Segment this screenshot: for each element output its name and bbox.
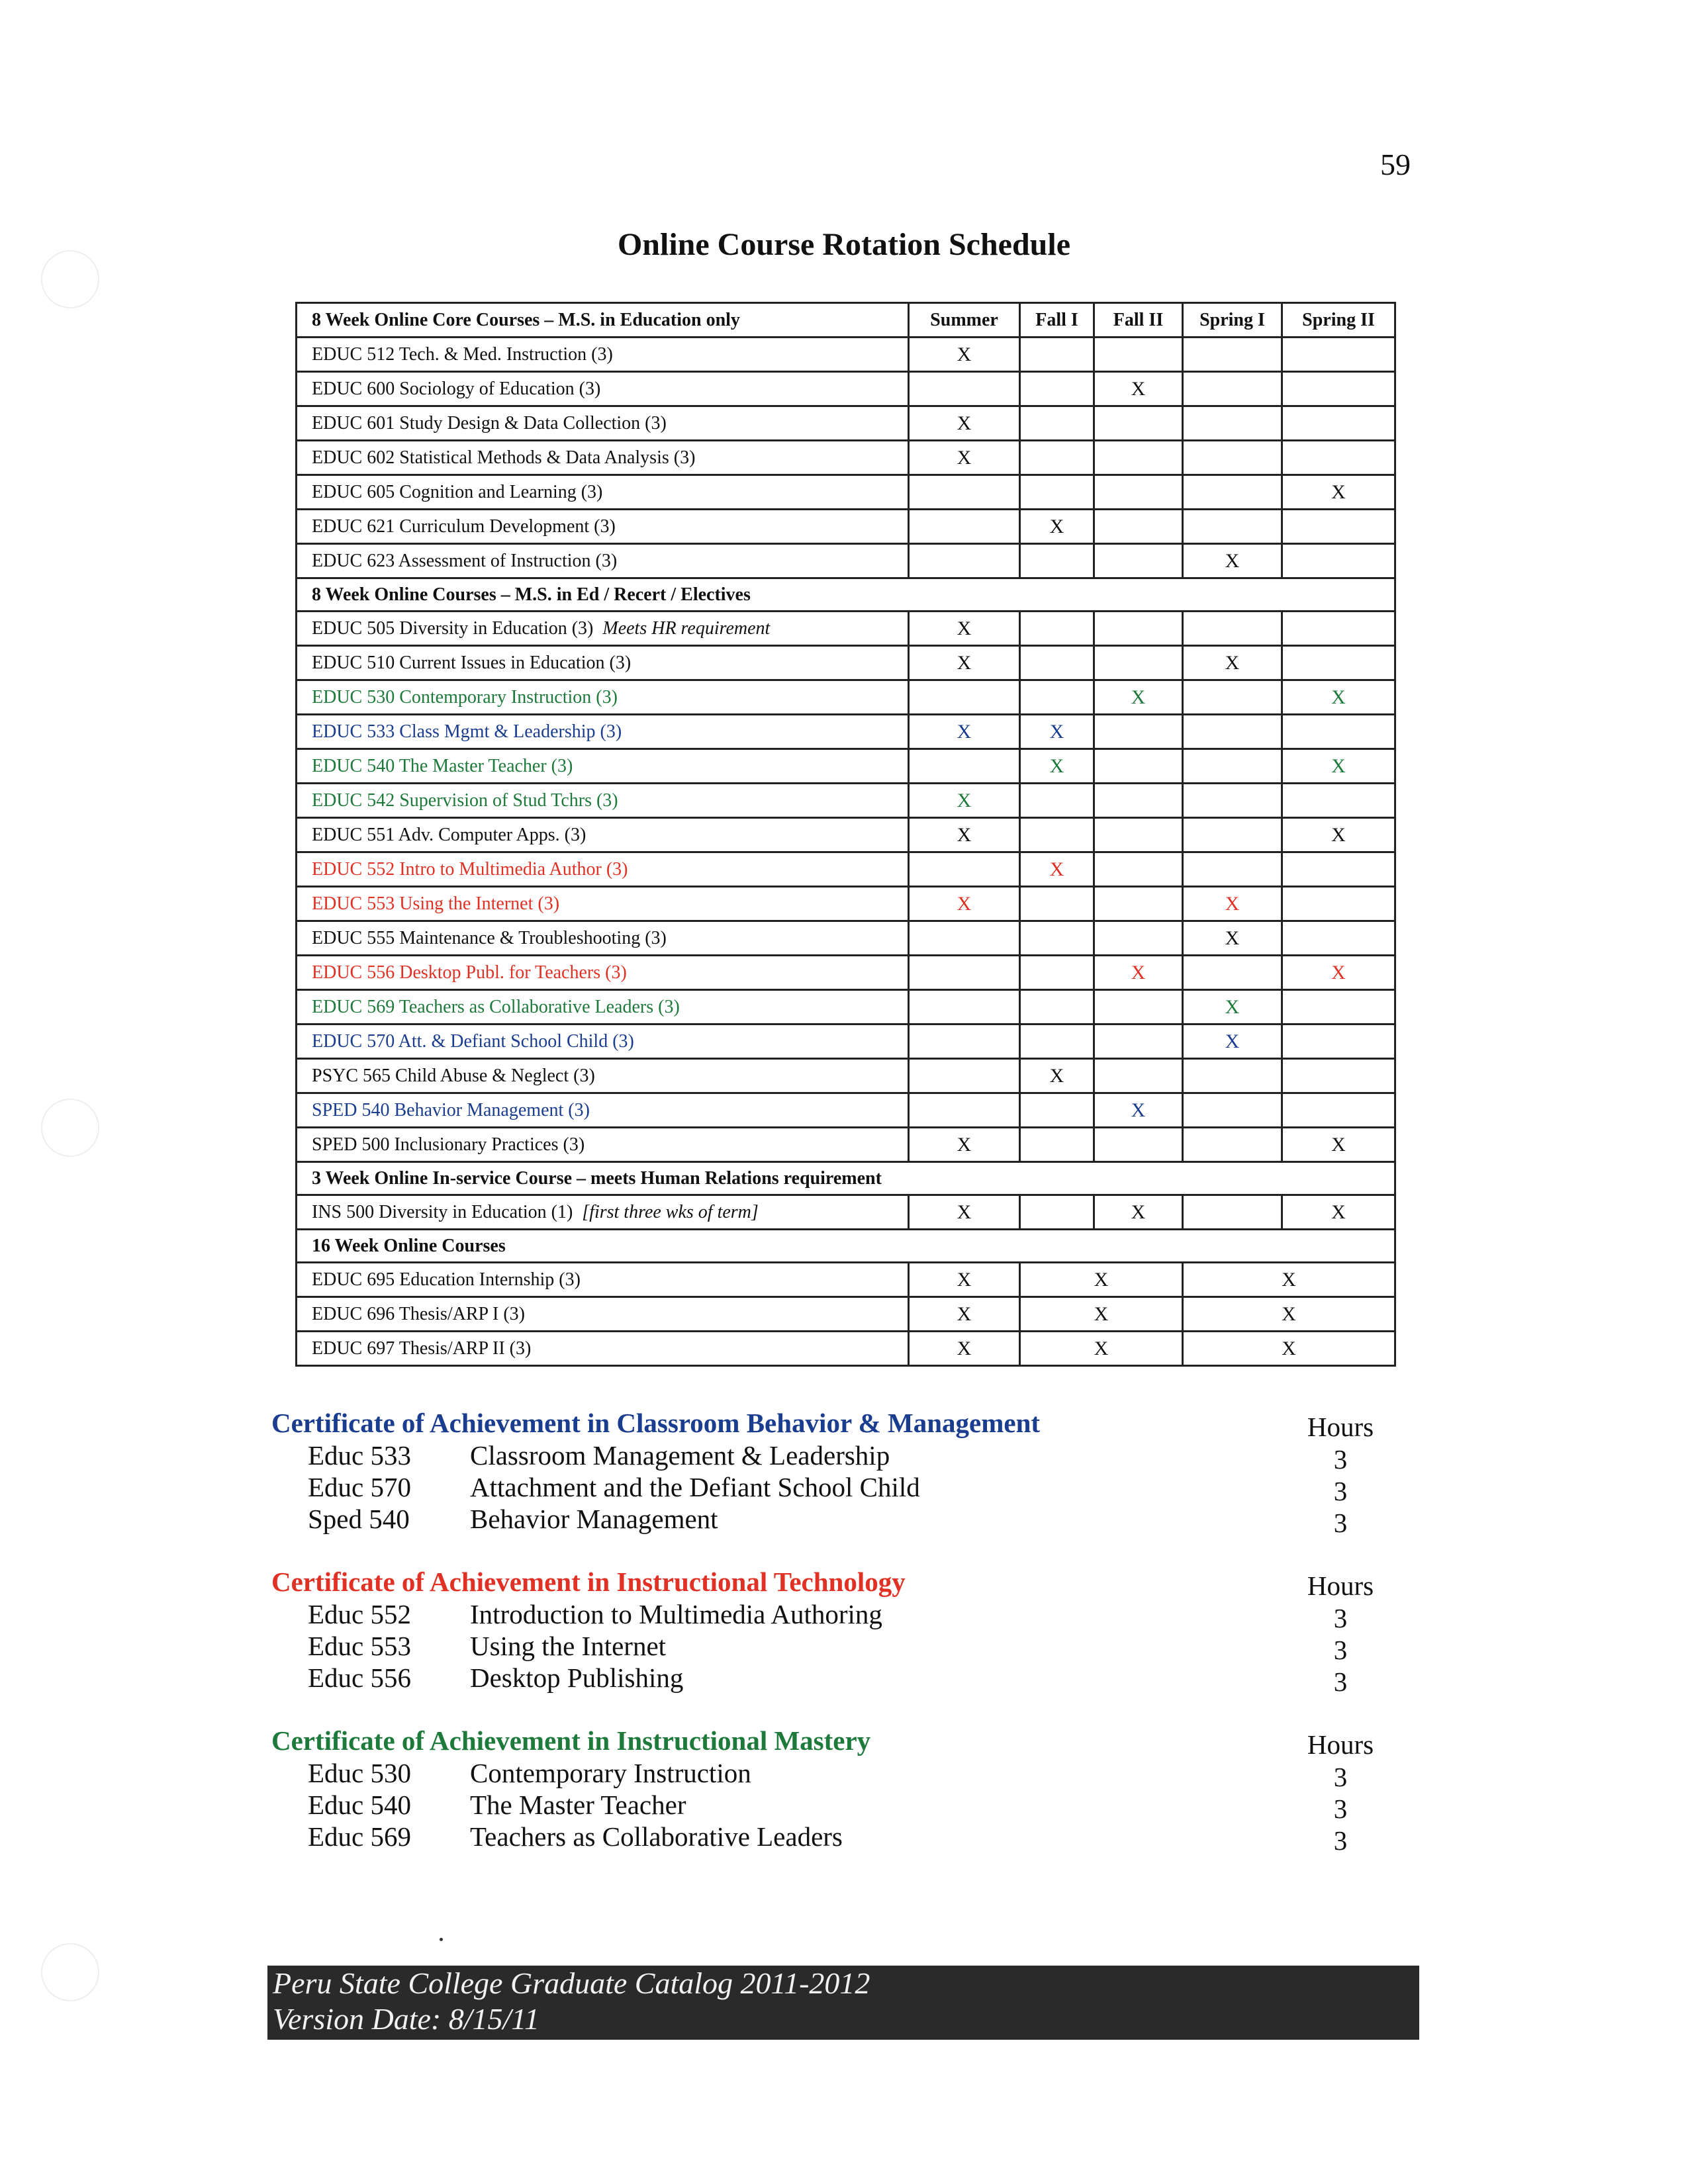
term-mark xyxy=(1020,406,1094,441)
course-cell xyxy=(297,1297,909,1332)
certificate-course-row xyxy=(271,1598,1397,1633)
course-name: EDUC 600 Sociology of Education (3) xyxy=(312,378,601,399)
course-name: EDUC 556 Desktop Publ. for Teachers (3) xyxy=(312,962,627,983)
course-cell xyxy=(297,784,909,818)
term-mark xyxy=(1094,887,1183,921)
certificate-course-name: Introduction to Multimedia Authoring xyxy=(470,1599,882,1629)
section-row xyxy=(297,578,1395,612)
term-mark xyxy=(1094,338,1183,372)
certificate-course-hours: 3 xyxy=(1333,1825,1348,1856)
term-mark xyxy=(909,749,1020,784)
table-row xyxy=(297,990,1395,1024)
term-mark xyxy=(909,510,1020,544)
term-mark xyxy=(1183,372,1282,406)
term-mark xyxy=(1282,1024,1395,1059)
term-mark: X xyxy=(1020,1332,1183,1366)
certificate-block xyxy=(271,1565,1397,1697)
certificate-course-hours: 3 xyxy=(1333,1635,1348,1665)
term-mark xyxy=(1282,715,1395,749)
section-header: 8 Week Online Courses – M.S. in Ed / Recert / Electives xyxy=(297,578,1395,612)
term-mark xyxy=(1282,921,1395,956)
table-row xyxy=(297,612,1395,646)
term-mark xyxy=(1094,749,1183,784)
course-cell xyxy=(297,680,909,715)
term-mark: X xyxy=(1020,510,1094,544)
certificate-course-name: The Master Teacher xyxy=(470,1790,686,1820)
table-row xyxy=(297,1093,1395,1128)
term-mark: X xyxy=(909,887,1020,921)
term-mark xyxy=(1020,475,1094,510)
term-mark xyxy=(1094,921,1183,956)
term-mark: X xyxy=(909,715,1020,749)
term-mark xyxy=(1020,544,1094,578)
course-cell xyxy=(297,749,909,784)
term-mark xyxy=(1282,544,1395,578)
term-mark xyxy=(1020,372,1094,406)
term-mark xyxy=(1183,715,1282,749)
term-mark xyxy=(1094,784,1183,818)
course-name: PSYC 565 Child Abuse & Neglect (3) xyxy=(312,1065,595,1086)
term-mark xyxy=(909,680,1020,715)
term-mark xyxy=(1094,1024,1183,1059)
term-mark xyxy=(1282,1059,1395,1093)
table-row xyxy=(297,818,1395,852)
course-cell xyxy=(297,921,909,956)
term-mark xyxy=(909,475,1020,510)
table-row xyxy=(297,921,1395,956)
term-mark: X xyxy=(1183,1332,1395,1366)
section-header: 16 Week Online Courses xyxy=(297,1230,1395,1263)
term-mark xyxy=(1183,749,1282,784)
table-row xyxy=(297,475,1395,510)
course-name: EDUC 551 Adv. Computer Apps. (3) xyxy=(312,824,586,845)
term-mark: X xyxy=(1020,1263,1183,1297)
term-mark xyxy=(1282,784,1395,818)
term-mark xyxy=(1183,338,1282,372)
term-mark xyxy=(1282,406,1395,441)
term-mark: X xyxy=(1282,475,1395,510)
course-name: EDUC 570 Att. & Defiant School Child (3) xyxy=(312,1030,634,1052)
certificate-course-row xyxy=(271,1471,1397,1506)
footer-catalog-title: Peru State College Graduate Catalog 2011-2012 xyxy=(273,1966,870,2000)
course-cell xyxy=(297,1024,909,1059)
term-mark xyxy=(1094,646,1183,680)
term-mark xyxy=(1020,921,1094,956)
table-row xyxy=(297,1128,1395,1162)
certificate-course-hours: 3 xyxy=(1333,1762,1348,1792)
term-mark xyxy=(1094,1128,1183,1162)
term-mark xyxy=(1020,1024,1094,1059)
term-mark xyxy=(1282,887,1395,921)
term-mark xyxy=(1020,887,1094,921)
term-mark xyxy=(1094,441,1183,475)
course-cell xyxy=(297,372,909,406)
term-mark: X xyxy=(1094,1093,1183,1128)
course-cell xyxy=(297,956,909,990)
term-mark xyxy=(1020,680,1094,715)
term-mark xyxy=(1020,1093,1094,1128)
term-mark: X xyxy=(1183,1297,1395,1332)
table-row xyxy=(297,887,1395,921)
table-row xyxy=(297,784,1395,818)
term-mark xyxy=(1094,818,1183,852)
course-name: EDUC 696 Thesis/ARP I (3) xyxy=(312,1303,525,1324)
certificate-course-code: Sped 540 xyxy=(308,1504,410,1534)
course-cell xyxy=(297,510,909,544)
certificate-course-code: Educ 553 xyxy=(308,1631,411,1661)
table-row xyxy=(297,510,1395,544)
table-body xyxy=(297,338,1395,1366)
certificate-block xyxy=(271,1724,1397,1856)
term-mark xyxy=(909,1093,1020,1128)
term-mark xyxy=(909,1024,1020,1059)
certificate-header xyxy=(271,1724,1397,1760)
term-mark: X xyxy=(1183,1024,1282,1059)
term-mark: X xyxy=(1020,749,1094,784)
term-header-fall-2: Fall II xyxy=(1094,303,1183,338)
hours-label: Hours xyxy=(1307,1729,1374,1760)
term-mark xyxy=(1282,441,1395,475)
footer-banner xyxy=(267,1966,1419,2040)
course-name: EDUC 542 Supervision of Stud Tchrs (3) xyxy=(312,790,618,811)
certificate-title: Certificate of Achievement in Instructional Mastery xyxy=(271,1725,871,1756)
term-mark: X xyxy=(1020,852,1094,887)
term-mark: X xyxy=(1020,715,1094,749)
term-mark: X xyxy=(1282,818,1395,852)
certificate-title: Certificate of Achievement in Instructional Technology xyxy=(271,1567,906,1597)
term-mark xyxy=(1282,510,1395,544)
table-row xyxy=(297,544,1395,578)
term-mark: X xyxy=(1020,1059,1094,1093)
course-rotation-table xyxy=(295,302,1396,1367)
table-row xyxy=(297,680,1395,715)
term-mark: X xyxy=(909,612,1020,646)
page-title: Online Course Rotation Schedule xyxy=(617,227,1071,262)
course-cell xyxy=(297,612,909,646)
table-row xyxy=(297,749,1395,784)
table-row xyxy=(297,1024,1395,1059)
term-mark: X xyxy=(909,441,1020,475)
table-row xyxy=(297,441,1395,475)
term-mark xyxy=(909,852,1020,887)
term-mark xyxy=(1094,510,1183,544)
term-mark: X xyxy=(1183,990,1282,1024)
course-cell xyxy=(297,1195,909,1230)
table-row xyxy=(297,406,1395,441)
term-mark xyxy=(909,990,1020,1024)
course-cell xyxy=(297,646,909,680)
certificate-course-row xyxy=(271,1757,1397,1792)
section-header: 3 Week Online In-service Course – meets Human Relations requirement xyxy=(297,1162,1395,1195)
term-mark: X xyxy=(909,338,1020,372)
footer-version-date: Version Date: 8/15/11 xyxy=(273,2002,539,2036)
course-name: EDUC 553 Using the Internet (3) xyxy=(312,893,560,914)
term-header-summer: Summer xyxy=(909,303,1020,338)
section-row xyxy=(297,1162,1395,1195)
term-mark xyxy=(1183,475,1282,510)
term-mark xyxy=(1020,1128,1094,1162)
course-cell xyxy=(297,818,909,852)
course-cell xyxy=(297,1059,909,1093)
stray-dot xyxy=(440,1938,443,1941)
course-cell xyxy=(297,441,909,475)
term-header-spring-1: Spring I xyxy=(1183,303,1282,338)
term-mark xyxy=(1094,715,1183,749)
course-name: EDUC 555 Maintenance & Troubleshooting (3) xyxy=(312,927,667,948)
term-mark: X xyxy=(1094,1195,1183,1230)
term-mark xyxy=(1282,646,1395,680)
term-mark: X xyxy=(909,1128,1020,1162)
certificate-course-code: Educ 552 xyxy=(308,1599,411,1629)
term-mark xyxy=(909,544,1020,578)
term-mark xyxy=(1094,544,1183,578)
table-row xyxy=(297,1332,1395,1366)
certificate-course-code: Educ 570 xyxy=(308,1472,411,1502)
course-cell xyxy=(297,715,909,749)
term-mark xyxy=(1094,990,1183,1024)
table-row xyxy=(297,956,1395,990)
certificate-course-hours: 3 xyxy=(1333,1794,1348,1824)
term-mark xyxy=(1183,680,1282,715)
course-cell xyxy=(297,338,909,372)
table-row xyxy=(297,1263,1395,1297)
table-row xyxy=(297,1059,1395,1093)
course-cell xyxy=(297,475,909,510)
course-name: EDUC 552 Intro to Multimedia Author (3) xyxy=(312,858,628,880)
term-mark xyxy=(1183,1093,1282,1128)
term-mark xyxy=(1020,646,1094,680)
punch-hole-middle xyxy=(41,1099,99,1157)
table-header-row xyxy=(297,303,1395,338)
term-mark: X xyxy=(1282,1195,1395,1230)
certificate-course-hours: 3 xyxy=(1333,1603,1348,1633)
term-mark: X xyxy=(1183,1263,1395,1297)
term-mark xyxy=(909,956,1020,990)
core-section-header: 8 Week Online Core Courses – M.S. in Education only xyxy=(297,303,909,338)
term-mark xyxy=(1183,784,1282,818)
term-mark xyxy=(1020,441,1094,475)
term-mark: X xyxy=(1183,921,1282,956)
course-cell xyxy=(297,544,909,578)
certificate-course-row xyxy=(271,1630,1397,1665)
certificate-course-name: Using the Internet xyxy=(470,1631,667,1661)
term-mark: X xyxy=(909,1195,1020,1230)
certificate-course-row xyxy=(271,1821,1397,1856)
course-name: EDUC 530 Contemporary Instruction (3) xyxy=(312,686,618,707)
table-row xyxy=(297,1297,1395,1332)
term-mark: X xyxy=(1183,646,1282,680)
course-name: EDUC 602 Statistical Methods & Data Analysis (3) xyxy=(312,447,696,468)
term-mark: X xyxy=(1094,372,1183,406)
course-name: EDUC 695 Education Internship (3) xyxy=(312,1269,581,1290)
term-mark xyxy=(1183,852,1282,887)
term-mark xyxy=(909,1059,1020,1093)
certificate-course-row xyxy=(271,1789,1397,1824)
term-mark xyxy=(1282,990,1395,1024)
term-mark: X xyxy=(1282,956,1395,990)
term-header-spring-2: Spring II xyxy=(1282,303,1395,338)
term-mark xyxy=(1183,441,1282,475)
term-mark xyxy=(1094,1059,1183,1093)
course-name: SPED 540 Behavior Management (3) xyxy=(312,1099,590,1120)
course-name: EDUC 601 Study Design & Data Collection (3) xyxy=(312,412,667,433)
course-name: EDUC 533 Class Mgmt & Leadership (3) xyxy=(312,721,622,742)
page-number: 59 xyxy=(1380,148,1411,181)
term-mark: X xyxy=(1282,1128,1395,1162)
course-name: EDUC 540 The Master Teacher (3) xyxy=(312,755,573,776)
table-row xyxy=(297,646,1395,680)
term-mark xyxy=(1183,510,1282,544)
term-mark xyxy=(1020,990,1094,1024)
certificate-course-name: Behavior Management xyxy=(470,1504,718,1534)
term-mark: X xyxy=(1183,887,1282,921)
table-row xyxy=(297,338,1395,372)
term-mark xyxy=(909,921,1020,956)
course-cell xyxy=(297,1263,909,1297)
certificate-course-code: Educ 569 xyxy=(308,1821,411,1852)
term-mark xyxy=(1183,1128,1282,1162)
term-mark: X xyxy=(909,784,1020,818)
course-note: Meets HR requirement xyxy=(602,617,771,639)
term-mark: X xyxy=(1094,956,1183,990)
term-mark xyxy=(1020,612,1094,646)
term-mark xyxy=(1094,612,1183,646)
table-row xyxy=(297,372,1395,406)
term-mark: X xyxy=(909,1332,1020,1366)
term-mark xyxy=(1183,1195,1282,1230)
term-mark xyxy=(1094,475,1183,510)
term-mark xyxy=(1183,612,1282,646)
certificate-course-code: Educ 556 xyxy=(308,1662,411,1693)
term-mark: X xyxy=(1183,544,1282,578)
certificate-course-code: Educ 530 xyxy=(308,1758,411,1788)
punch-hole-bottom xyxy=(41,1943,99,2001)
certificate-course-row xyxy=(271,1503,1397,1538)
term-mark xyxy=(1282,372,1395,406)
term-mark xyxy=(1282,338,1395,372)
certificate-course-name: Desktop Publishing xyxy=(470,1662,684,1693)
certificate-course-row xyxy=(271,1439,1397,1475)
course-name: EDUC 512 Tech. & Med. Instruction (3) xyxy=(312,343,613,365)
certificate-course-code: Educ 533 xyxy=(308,1440,411,1471)
certificate-title: Certificate of Achievement in Classroom Behavior & Management xyxy=(271,1408,1041,1438)
term-mark xyxy=(909,372,1020,406)
course-cell xyxy=(297,852,909,887)
course-note: [first three wks of term] xyxy=(582,1201,759,1222)
term-mark xyxy=(1020,956,1094,990)
certificate-course-name: Classroom Management & Leadership xyxy=(470,1440,890,1471)
term-mark: X xyxy=(909,818,1020,852)
course-name: EDUC 605 Cognition and Learning (3) xyxy=(312,481,603,502)
term-mark xyxy=(1282,1093,1395,1128)
term-mark xyxy=(1282,852,1395,887)
term-mark: X xyxy=(909,1263,1020,1297)
table-row xyxy=(297,715,1395,749)
course-cell xyxy=(297,406,909,441)
table-row xyxy=(297,852,1395,887)
course-name: EDUC 510 Current Issues in Education (3) xyxy=(312,652,632,673)
course-name: EDUC 623 Assessment of Instruction (3) xyxy=(312,550,618,571)
term-mark: X xyxy=(1282,680,1395,715)
certificate-course-name: Contemporary Instruction xyxy=(470,1758,751,1788)
term-mark xyxy=(1183,818,1282,852)
certificate-header xyxy=(271,1406,1397,1442)
certificate-block xyxy=(271,1406,1397,1538)
term-mark xyxy=(1094,852,1183,887)
hours-label: Hours xyxy=(1307,1570,1374,1601)
certificate-course-row xyxy=(271,1662,1397,1697)
course-name: SPED 500 Inclusionary Practices (3) xyxy=(312,1134,585,1155)
course-cell xyxy=(297,990,909,1024)
section-row xyxy=(297,1230,1395,1263)
term-mark: X xyxy=(909,646,1020,680)
term-mark: X xyxy=(909,406,1020,441)
course-name: INS 500 Diversity in Education (1) xyxy=(312,1201,573,1222)
certificate-course-hours: 3 xyxy=(1333,1666,1348,1697)
certificate-header xyxy=(271,1565,1397,1601)
certificate-course-code: Educ 540 xyxy=(308,1790,411,1820)
certificate-course-hours: 3 xyxy=(1333,1444,1348,1475)
term-mark xyxy=(1183,406,1282,441)
certificate-course-name: Teachers as Collaborative Leaders xyxy=(470,1821,843,1852)
course-name: EDUC 569 Teachers as Collaborative Leaders (3) xyxy=(312,996,680,1017)
term-header-fall-1: Fall I xyxy=(1020,303,1094,338)
term-mark xyxy=(1020,784,1094,818)
term-mark xyxy=(1020,818,1094,852)
course-name: EDUC 621 Curriculum Development (3) xyxy=(312,516,616,537)
course-cell xyxy=(297,1128,909,1162)
term-mark: X xyxy=(1020,1297,1183,1332)
term-mark xyxy=(1020,1195,1094,1230)
term-mark: X xyxy=(909,1297,1020,1332)
certificate-course-hours: 3 xyxy=(1333,1476,1348,1506)
term-mark xyxy=(1282,612,1395,646)
term-mark: X xyxy=(1282,749,1395,784)
course-name: EDUC 697 Thesis/ARP II (3) xyxy=(312,1338,532,1359)
term-mark xyxy=(1183,956,1282,990)
course-cell xyxy=(297,1332,909,1366)
certificate-course-name: Attachment and the Defiant School Child xyxy=(470,1472,920,1502)
term-mark xyxy=(1094,406,1183,441)
course-cell xyxy=(297,1093,909,1128)
hours-label: Hours xyxy=(1307,1412,1374,1442)
course-cell xyxy=(297,887,909,921)
course-name: EDUC 505 Diversity in Education (3) xyxy=(312,617,594,639)
term-mark: X xyxy=(1094,680,1183,715)
certificate-course-hours: 3 xyxy=(1333,1508,1348,1538)
term-mark xyxy=(1020,338,1094,372)
table-row xyxy=(297,1195,1395,1230)
term-mark xyxy=(1183,1059,1282,1093)
